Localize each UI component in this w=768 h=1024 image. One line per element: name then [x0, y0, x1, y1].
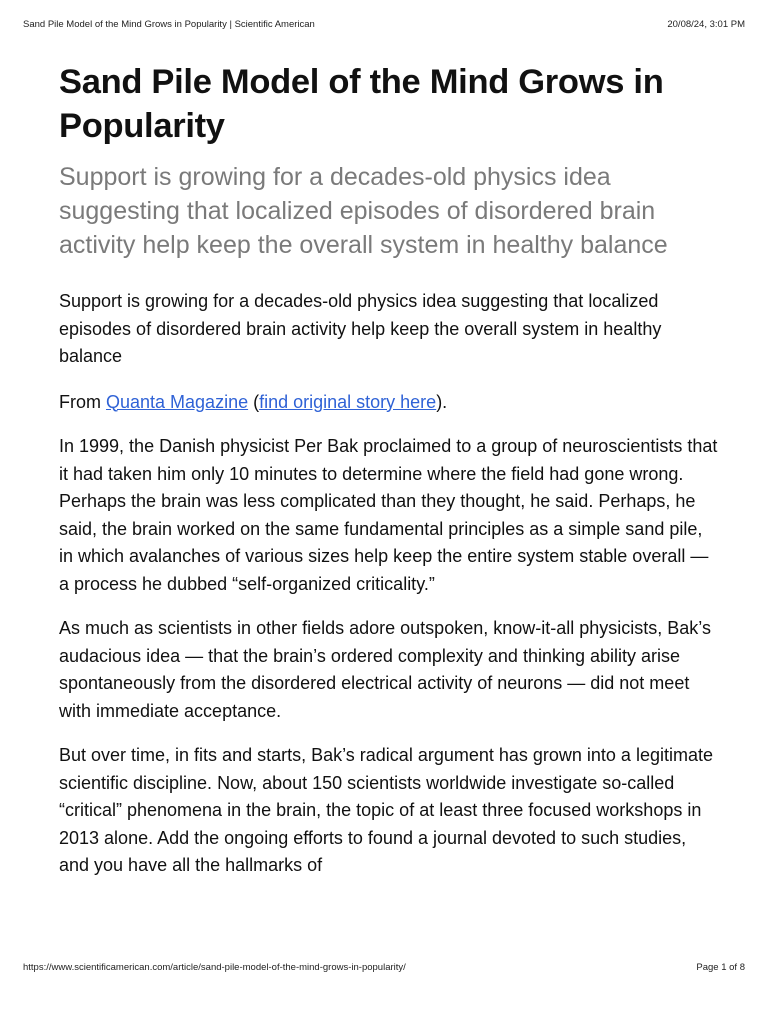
page-indicator: Page 1 of 8 [696, 962, 745, 973]
print-url: https://www.scientificamerican.com/article/sand-pile-model-of-the-mind-grows-in-popularity/ [23, 962, 406, 973]
print-page-title: Sand Pile Model of the Mind Grows in Popularity | Scientific American [23, 19, 315, 30]
source-between: ( [248, 391, 260, 412]
article [59, 60, 719, 880]
print-header [23, 19, 745, 30]
quanta-magazine-link[interactable]: Quanta Magazine [106, 391, 249, 412]
source-suffix: ). [436, 391, 448, 412]
original-story-link[interactable]: find original story here [259, 391, 437, 412]
source-line [59, 389, 719, 417]
print-datetime: 20/08/24, 3:01 PM [667, 19, 745, 30]
print-footer [23, 962, 745, 973]
body-paragraph: But over time, in fits and starts, Bak’s radical argument has grown into a legitimate scientific discipline. Now, about 150 scientists worldwide investigate so-called “critical” phenomena in the brain, the topic of at least three focused workshops in 2013 alone. Add the ongoing efforts to found a journal devoted to such studies, and you have all the hallmarks of [59, 745, 713, 875]
article-title: Sand Pile Model of the Mind Grows in Popularity [59, 63, 664, 145]
body-paragraph: As much as scientists in other fields adore outspoken, know-it-all physicists, Bak’s audacious idea — that the brain’s ordered complexity and thinking ability arise spontaneously from the disordered electrical activity of neurons — did not meet with immediate acceptance. [59, 618, 711, 721]
article-summary: Support is growing for a decades-old physics idea suggesting that localized episodes of disordered brain activity help keep the overall system in healthy balance [59, 291, 662, 366]
article-subtitle: Support is growing for a decades-old physics idea suggesting that localized episodes of disordered brain activity help keep the overall system in healthy balance [59, 163, 668, 259]
body-paragraph: In 1999, the Danish physicist Per Bak proclaimed to a group of neuroscientists that it had taken him only 10 minutes to determine where the field had gone wrong. Perhaps the brain was less complicated than they thought, he said. Perhaps, he said, the brain worked on the same fundamental principles as a simple sand pile, in which avalanches of various sizes help keep the entire system stable overall — a process he dubbed “self-organized criticality.” [59, 436, 718, 594]
source-prefix: From [59, 391, 106, 412]
